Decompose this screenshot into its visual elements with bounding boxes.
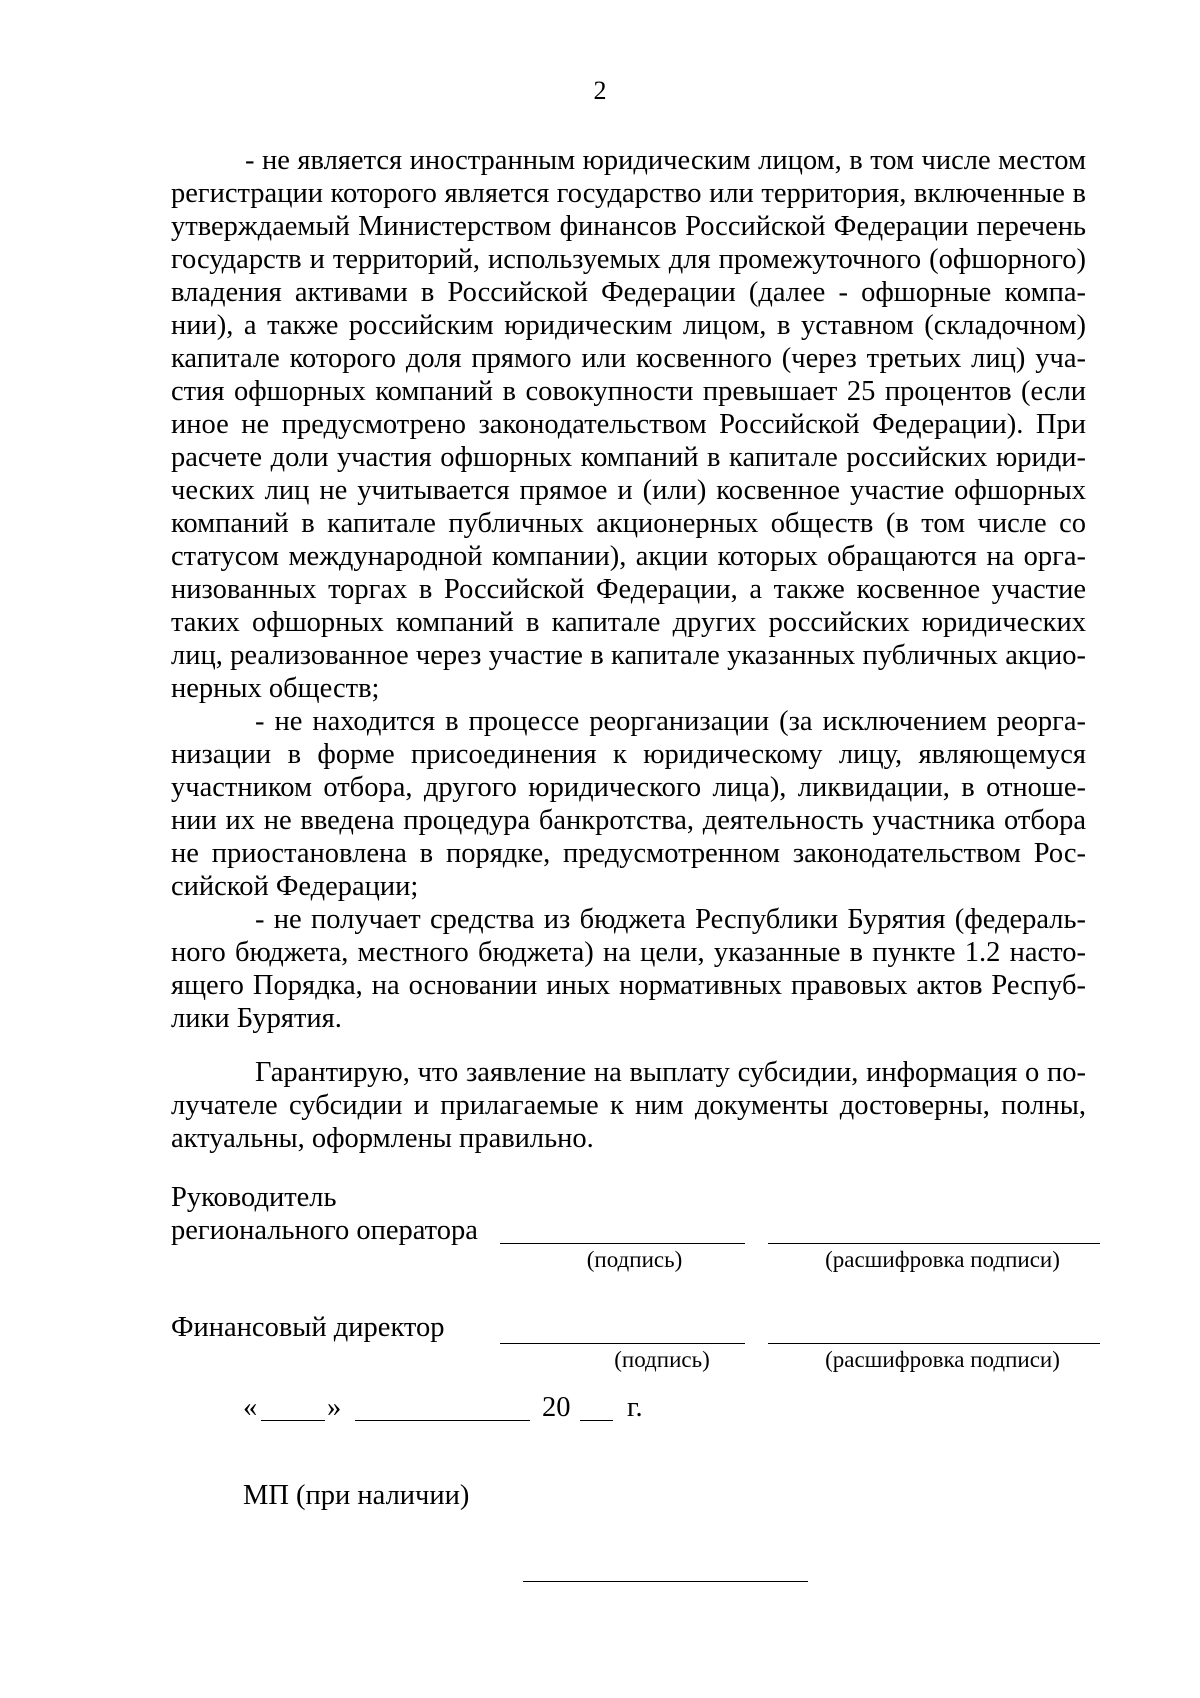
body-line: компаний в капитале публичных акционерных обществ (в том числе со [171,508,1086,539]
body-line: ящего Порядка, на основании иных нормативных правовых актов Респуб- [171,970,1086,1001]
body-line: лики Бурятия. [171,1003,342,1034]
body-line: статусом международной компании), акции которых обращаются на орга- [171,541,1086,572]
head-label-org: регионального оператора [171,1215,478,1246]
body-line: - не находится в процессе реорганизации (за исключением реорга- [255,706,1086,737]
date-day-blank[interactable] [261,1420,325,1421]
body-line: нерных обществ; [171,673,380,704]
body-line: регистрации которого является государство или территория, включенные в [171,178,1086,209]
body-line: таких офшорных компаний в капитале других российских юридических [171,607,1086,638]
head-decoding-caption: (расшифровка подписи) [825,1247,1060,1272]
body-line: лиц, реализованное через участие в капитале указанных публичных акцио- [171,640,1086,671]
guarantee-line: актуальны, оформлены правильно. [171,1123,594,1154]
date-open-quote: « [243,1392,258,1423]
guarantee-line: Гарантирую, что заявление на выплату субсидии, информация о по- [255,1057,1086,1088]
date-year-prefix: 20 [542,1392,571,1423]
head-label-title: Руководитель [171,1182,337,1213]
closing-separator-line [523,1581,808,1582]
body-line: расчете доли участия офшорных компаний в капитале российских юриди- [171,442,1086,473]
body-line: нии их не введена процедура банкротства, деятельность участника отбора [171,805,1086,836]
date-year-suffix: г. [627,1392,643,1423]
body-line: низации в форме присоединения к юридическому лицу, являющемуся [171,739,1086,770]
cfo-decoding-line[interactable] [768,1343,1100,1344]
body-line: - не получает средства из бюджета Республики Бурятия (федераль- [255,904,1086,935]
body-line: - не является иностранным юридическим лицом, в том числе местом [245,145,1086,176]
cfo-decoding-caption: (расшифровка подписи) [825,1347,1060,1372]
body-line: государств и территорий, используемых для промежуточного (офшорного) [171,244,1086,275]
page-number: 2 [593,76,607,105]
body-line: низованных торгах в Российской Федерации, а также косвенное участие [171,574,1086,605]
cfo-signature-caption: (подпись) [614,1347,710,1372]
body-line: ческих лиц не учитывается прямое и (или) косвенное участие офшорных [171,475,1086,506]
cfo-label: Финансовый директор [171,1312,445,1343]
body-line: утверждаемый Министерством финансов Российской Федерации перечень [171,211,1086,242]
body-line: иное не предусмотрено законодательством Российской Федерации). При [171,409,1086,440]
date-close-quote: » [327,1392,342,1423]
guarantee-line: лучателе субсидии и прилагаемые к ним документы достоверны, полны, [171,1090,1086,1121]
body-line: стия офшорных компаний в совокупности превышает 25 процентов (если [171,376,1086,407]
head-signature-line[interactable] [500,1243,745,1244]
body-line: нии), а также российским юридическим лицом, в уставном (складочном) [171,310,1086,341]
body-line: владения активами в Российской Федерации (далее - офшорные компа- [171,277,1086,308]
body-line: капитале которого доля прямого или косвенного (через третьих лиц) уча- [171,343,1086,374]
body-line: ного бюджета, местного бюджета) на цели, указанные в пункте 1.2 насто- [171,937,1086,968]
head-signature-caption: (подпись) [586,1247,683,1272]
head-decoding-line[interactable] [768,1243,1100,1244]
date-year-blank[interactable] [580,1420,613,1421]
body-line: участником отбора, другого юридического лица), ликвидации, в отноше- [171,772,1086,803]
stamp-label: МП (при наличии) [243,1480,470,1511]
body-line: не приостановлена в порядке, предусмотренном законодательством Рос- [171,838,1086,869]
cfo-signature-line[interactable] [500,1343,745,1344]
body-line: сийской Федерации; [171,871,419,902]
date-month-blank[interactable] [355,1420,530,1421]
